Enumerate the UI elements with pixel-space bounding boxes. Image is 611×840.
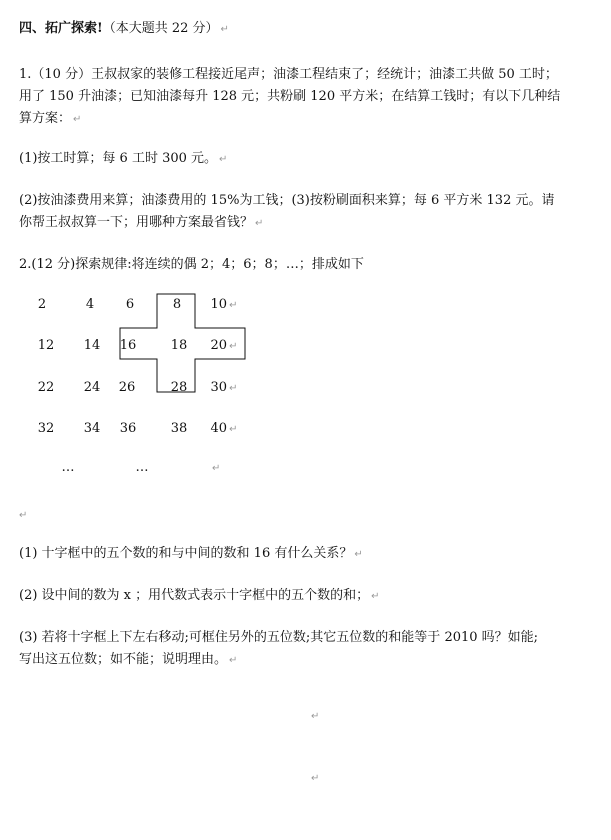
q2-sub-3-line-1: (3) 若将十字框上下左右移动;可框住另外的五位数;其它五位数的和能等于 2010 吗？如能; bbox=[19, 630, 539, 645]
paragraph-mark-icon: ↵ bbox=[311, 711, 320, 722]
q1-line-3 bbox=[19, 110, 81, 129]
ellipsis: … bbox=[135, 460, 149, 475]
q2-sub-2 bbox=[19, 587, 380, 606]
q2-sub-3-line-2-text: 写出这五位数；如不能；说明理由。 bbox=[19, 652, 228, 667]
q2-sub-1-text: (1) 十字框中的五个数的和与中间的数和 16 有什么关系？ bbox=[19, 546, 353, 561]
section-heading bbox=[19, 20, 229, 39]
q2-intro: 2.(12 分)探索规律:将连续的偶 2；4；6；8；…；排成如下 bbox=[19, 257, 364, 272]
grid-cell: 8 bbox=[172, 297, 182, 312]
q1-line-1: 1.（10 分）王叔叔家的装修工程接近尾声；油漆工程结束了；经统计；油漆工共做 50 工时； bbox=[19, 67, 558, 82]
q1-line-3-text: 算方案： bbox=[19, 111, 72, 126]
grid-cell-value: 30 bbox=[210, 380, 228, 395]
grid-cell: 16 bbox=[119, 338, 137, 353]
grid-cell: 28 bbox=[170, 380, 188, 395]
grid-cell: 24 bbox=[83, 380, 101, 395]
paragraph-mark-icon: ↵ bbox=[229, 300, 238, 311]
paragraph-mark-icon: ↵ bbox=[229, 341, 238, 352]
grid-cell-value: 20 bbox=[210, 338, 228, 353]
cross-frame bbox=[119, 293, 246, 393]
paragraph-mark-icon: ↵ bbox=[229, 383, 238, 394]
grid-cell: 6 bbox=[125, 297, 135, 312]
q2-sub-3-line-2 bbox=[19, 651, 237, 670]
q1-option-23-line-2-text: 你帮王叔叔算一下；用哪种方案最省钱？ bbox=[19, 215, 254, 230]
grid-cell: 18 bbox=[170, 338, 188, 353]
paragraph-mark-icon: ↵ bbox=[311, 773, 320, 784]
grid-cell: 34 bbox=[83, 421, 101, 436]
grid-cell: 2 bbox=[37, 297, 47, 312]
section-title: 四、拓广探索! bbox=[19, 21, 103, 36]
paragraph-mark-icon: ↵ bbox=[212, 463, 221, 474]
cross-shape bbox=[119, 293, 246, 393]
grid-cell-last bbox=[209, 421, 239, 436]
grid-cell: 38 bbox=[170, 421, 188, 436]
q1-option-1-text: (1)按工时算；每 6 工时 300 元。 bbox=[19, 151, 218, 166]
grid-cell: 26 bbox=[118, 380, 136, 395]
paragraph-mark-icon: ↵ bbox=[219, 154, 228, 165]
paragraph-mark-icon: ↵ bbox=[255, 218, 264, 229]
grid-continuation bbox=[0, 460, 300, 480]
q1-option-23-line-2 bbox=[19, 214, 263, 233]
grid-row-4 bbox=[0, 421, 300, 441]
q1-line-2: 用了 150 升油漆；已知油漆每升 128 元；共粉刷 120 平方米；在结算工钱时；有以下几种结 bbox=[19, 89, 561, 104]
paragraph-mark-icon: ↵ bbox=[354, 549, 363, 560]
grid-cell-value: 40 bbox=[210, 421, 228, 436]
grid-cell: 36 bbox=[119, 421, 137, 436]
paragraph-mark-icon: ↵ bbox=[229, 424, 238, 435]
q1-option-23-line-1: (2)按油漆费用来算；油漆费用的 15%为工钱；(3)按粉刷面积来算；每 6 平方米 132 元。请 bbox=[19, 193, 555, 208]
paragraph-mark-icon: ↵ bbox=[371, 591, 380, 602]
grid-cell: 4 bbox=[85, 297, 95, 312]
grid-cell-value: 10 bbox=[210, 297, 228, 312]
ellipsis: … bbox=[61, 460, 75, 475]
grid-cell: 22 bbox=[37, 380, 55, 395]
grid-cell: 14 bbox=[83, 338, 101, 353]
q2-sub-1 bbox=[19, 545, 363, 564]
faded-text-edge bbox=[397, 256, 437, 274]
section-note: （本大题共 22 分） bbox=[102, 21, 219, 36]
grid-cell: 12 bbox=[37, 338, 55, 353]
paragraph-mark-icon: ↵ bbox=[73, 114, 82, 125]
grid-cell: 32 bbox=[37, 421, 55, 436]
paragraph-mark-icon: ↵ bbox=[220, 24, 229, 35]
q2-sub-2-text: (2) 设中间的数为 x ；用代数式表示十字框中的五个数的和； bbox=[19, 588, 370, 603]
q1-option-1 bbox=[19, 150, 227, 169]
paragraph-mark-icon: ↵ bbox=[229, 655, 238, 666]
paragraph-mark-icon: ↵ bbox=[19, 510, 28, 521]
